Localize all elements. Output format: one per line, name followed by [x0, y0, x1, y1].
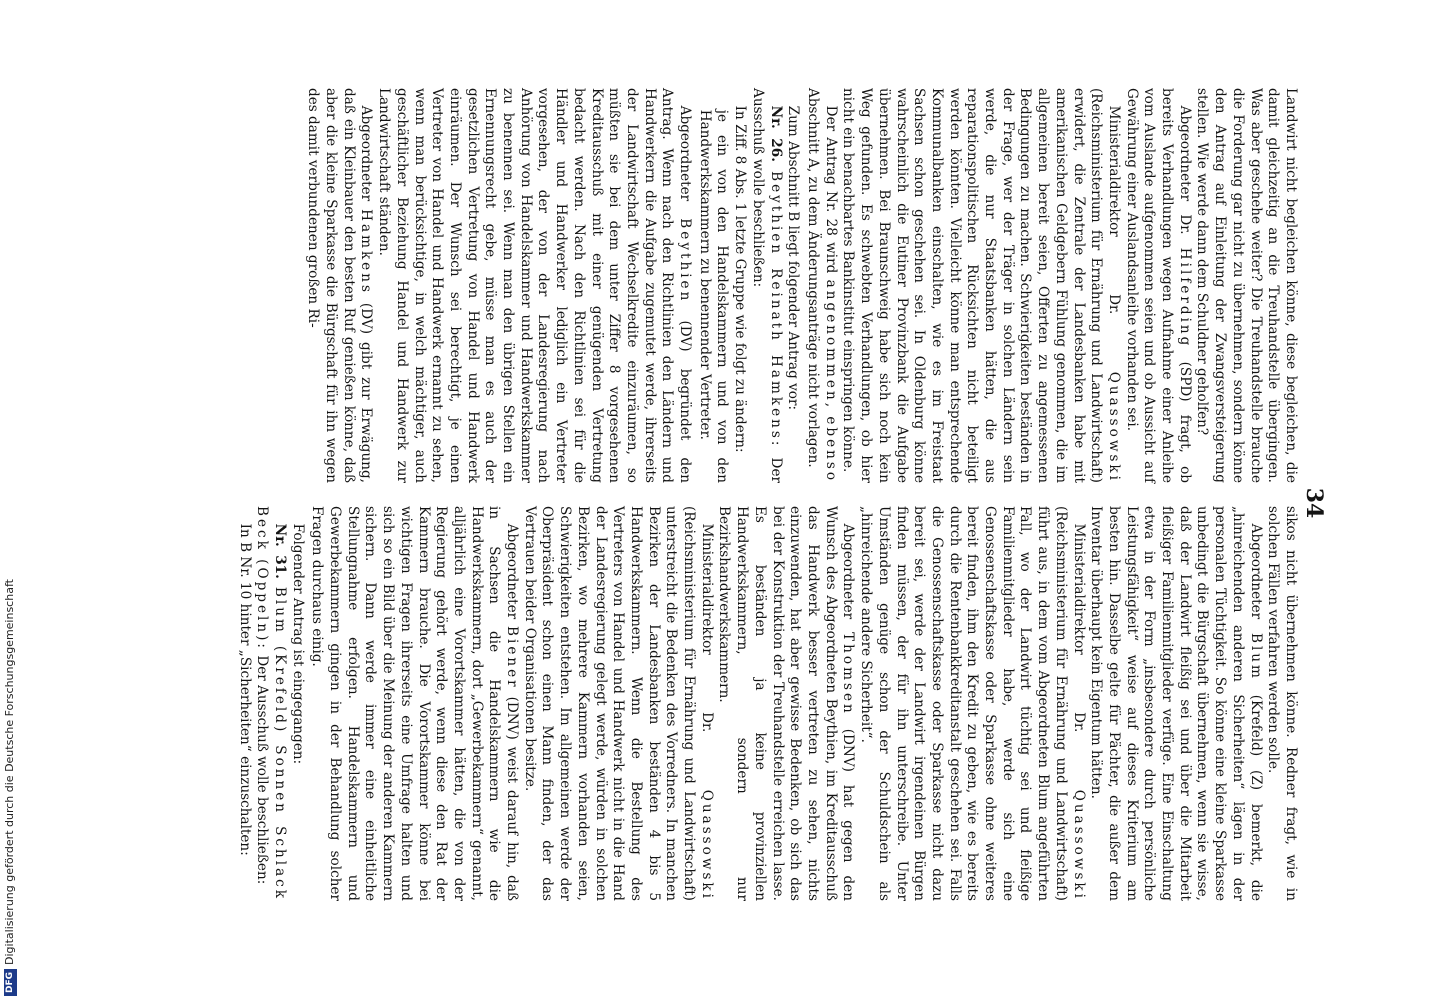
rotated-print-page	[105, 88, 1325, 918]
page-number: 34	[1301, 487, 1327, 519]
motion-text: je ein von den Handelskammern und von den Handwerkskammern zu benennender Vertreter.	[696, 109, 731, 483]
footer-rotated	[3, 6, 17, 996]
speaker-name: Thomsen	[840, 632, 857, 716]
paragraph: Ministerialdirektor Dr. Quassowski (Reichsministerium für Ernährung und Landwirtschaft) führt aus, in dem vom Abgeordneten Blum angeführten Fall, wo der Landwirt tüchtig sei und fleißige Familienmitglieder habe, werde sich eine Genossenschaftskasse oder Sparkasse ohne weiteres bereit finden, ihm den Kredit zu geben, wie es bereits durch die Rentenbankkreditanstalt geschehen sei. Falls die Genossenschaftskasse oder Sparkasse nicht dazu bereit sei, werde der Landwirt irgendeinen Bürgen finden müssen, der für ihn unterschreibe. Unter Umständen genüge schon der Schuldschein als „hinreichende andere Sicherheit“.	[858, 506, 1087, 901]
speaker-name: Quassowski	[1070, 789, 1087, 901]
motion-heading: Nr. 31. Blum (Krefeld) Sonnen Schlack Beck (Oppeln): Der Ausschuß wolle beschließen:	[254, 506, 288, 901]
spaced-word: angenommen,	[822, 279, 839, 411]
motion-text: In B Nr. 10 hinter „Sicherheiten“ einzuschalten:	[236, 523, 253, 856]
motion-heading: Nr. 26. Beythien Reinath Hamkens: Der Ausschuß wolle beschließen:	[749, 88, 784, 483]
paragraph: Zum Abschnitt B liegt folgender Antrag vor:	[785, 105, 802, 411]
speaker-name: Blum	[1247, 632, 1264, 681]
speaker-name: Quassowski	[698, 789, 715, 901]
paragraph: Abgeordneter Beythien (DV) begründet den Antrag. Wenn nach den Richtlinien den Ländern und Handwerkern die Aufgabe zugemutet werde, ihrerseits der Landwirtschaft Wechselkredite einzuräumen, so müßten sie bei dem unter Ziffer 8 vorgesehenen Kreditausschuß mit einer genügenden Vertretung bedacht werden. Nach den Richtlinien sei für die Händler und Handwerker lediglich ein Vertreter vorgesehen, der von der Landesregierung nach Anhörung von Handelskammer und Handwerkskammer zu benennen sei. Wenn man den übrigen Stellen ein Ernennungsrecht gebe, müsse man es auch der gesetzlichen Vertretung von Handel und Handwerk einräumen. Der Wunsch sei berechtigt, je einen Vertreter von Handel und Handwerk ernannt zu sehen, wenn man berücksichtige, in welch mächtiger, auch geschäftlicher Beziehung Handel und Handwerk zur Landwirtschaft ständen.	[376, 88, 694, 484]
paragraph: Abgeordneter Thomsen (DNV) hat gegen den Wunsch des Abgeordneten Beythien, im Kreditausschuß das Handwerk besser vertreten zu sehen, nichts einzuwenden, hat aber gewisse Bedenken, ob sich das bei der Konstruktion der Treuhandstelle erreichen lasse. Es beständen ja keine provinziellen Handwerkskammern, sondern nur Bezirkshandwerkskammern.	[716, 506, 857, 901]
paragraph: Folgender Antrag ist eingegangen:	[289, 523, 306, 765]
speaker-name: Hilferding	[1176, 247, 1193, 349]
paragraph: Landwirt nicht begleichen könne, diese begleichen, die damit gleichzeitig an die Treuhandstelle übergingen. Was aber geschehe weiter? Die Treuhandstelle brauche die Forderung gar nicht zu übernehmen, sondern könne den Antrag auf Einleitung der Zwangsversteigerung stellen. Wie werde dann dem Schuldner geholfen?	[1194, 88, 1299, 483]
text-column-left	[304, 88, 1299, 483]
text-column-right	[235, 506, 1299, 901]
motion-signatories: Beythien Reinath Hamkens:	[767, 171, 784, 449]
footer-text: Digitalisierung gefördert durch die Deutsche Forschungsgemeinschaft	[3, 579, 16, 965]
paragraph: Abgeordneter Blum (Krefeld) (Z) bemerkt, die „hinreichenden anderen Sicherheiten“ lägen in der personalen Tüchtigkeit. So könne eine kleine Sparkasse unbedingt die Bürgschaft übernehmen, wenn sie wisse, daß der Landwirt fleißig sei und über die Mitarbeit fleißiger Familienmitglieder verfüge. Eine Einschaltung etwa in der Form „insbesondere durch persönliche Leistungsfähigkeit“ weise auf dieses Kriterium am besten hin. Dasselbe gelte für Pächter, die außer dem Inventar überhaupt kein Eigentum hätten.	[1088, 506, 1264, 901]
speaker-name: Quassowski	[1105, 371, 1122, 483]
paragraph: sikos nicht übernehmen könne. Redner fragt, wie in solchen Fällen verfahren werden solle.	[1265, 506, 1299, 901]
speaker-name: Biener	[504, 626, 521, 690]
paragraph: Ministerialdirektor Dr. Quassowski (Reichsministerium für Ernährung und Landwirtschaft) erwidert, die Zentrale der Landesbanken habe mit amerikanischen Geldgebern Fühlung genommen, die im allgemeinen bereit seien, Offerten zu angemessenen Bedingungen zu machen. Schwierigkeiten beständen in der Frage, wer der Träger in solchen Ländern sein werde, die nur Staatsbanken hätten, die aus reparationspolitischen Rücksichten nicht beteiligt werden könnten. Vielleicht könne man entsprechende Kommunalbanken einschalten, wie es im Freistaat Sachsen schon geschehen sei. In Oldenburg könne wahrscheinlich die Eutiner Provinzbank die Aufgabe übernehmen. Bei Braunschweig habe sich noch kein Weg gefunden. Es schwebten Verhandlungen, ob hier nicht ein benachbartes Bankinstitut einspringen könne.	[840, 88, 1122, 483]
motion-signatories: Blum (Krefeld) Sonnen Schlack Beck (Oppeln):	[254, 506, 288, 901]
dfg-logo: DFG	[4, 969, 17, 996]
paragraph: Abgeordneter Hamkens (DV) gibt zur Erwägung, daß ein Kleinbauer den besten Ruf genießen könne, daß aber die kleine Sparkasse die Bürgschaft für ihn wegen des damit verbundenen großen Ri-	[305, 88, 375, 483]
digitization-footer	[0, 0, 20, 1000]
paragraph: Abgeordneter Dr. Hilferding (SPD) fragt, ob bereits Verhandlungen wegen Aufnahme einer Anleihe vom Auslande aufgenommen seien und ob Aussicht auf Gewährung einer Auslandsanleihe vorhanden sei.	[1123, 88, 1193, 483]
paragraph: Ministerialdirektor Dr. Quassowski (Reichsministerium für Ernährung und Landwirtschaft) unterstreicht die Bedenken des Vorredners. In manchen Bezirken der Landesbanken beständen 4 bis 5 Handwerkskammern. Wenn die Bestellung des Vertreters von Handel und Handwerk nicht in die Hand der Landesregierung gelegt werde, würden in solchen Bezirken, wo mehrere Kammern vorhanden seien, Schwierigkeiten entstehen. Im allgemeinen werde der Oberpräsident schon einen Mann finden, der das Vertrauen beider Organisationen besitze.	[521, 506, 715, 901]
motion-text: In Ziff. 8 Abs. 1 letzte Gruppe wie folgt zu ändern:	[732, 105, 749, 453]
paragraph: Der Antrag Nr. 28 wird angenommen, ebenso Abschnitt A, zu dem Änderungsanträge nicht vorlagen.	[805, 88, 839, 484]
paragraph: Abgeordneter Biener (DNV) weist darauf hin, daß in Sachsen die Handelskammern wie die Handwerkskammern, dort „Gewerbekammern“ genannt, alljährlich eine Vorortskammer hätten, die von der Regierung gehört werde, wenn diese den Rat der Kammern brauche. Die Vorortskammer könne bei wichtigen Fragen ihrerseits eine Umfrage halten und sich so ein Bild über die Meinung der anderen Kammern sichern. Dann werde immer eine einheitliche Stellungnahme erfolgen. Handelskammern und Gewerbekammern gingen in der Behandlung solcher Fragen durchaus einig.	[309, 506, 521, 902]
spaced-word: ebenso	[822, 416, 839, 484]
speaker-name: Hamkens	[358, 209, 375, 295]
speaker-name: Beythien	[677, 218, 694, 304]
